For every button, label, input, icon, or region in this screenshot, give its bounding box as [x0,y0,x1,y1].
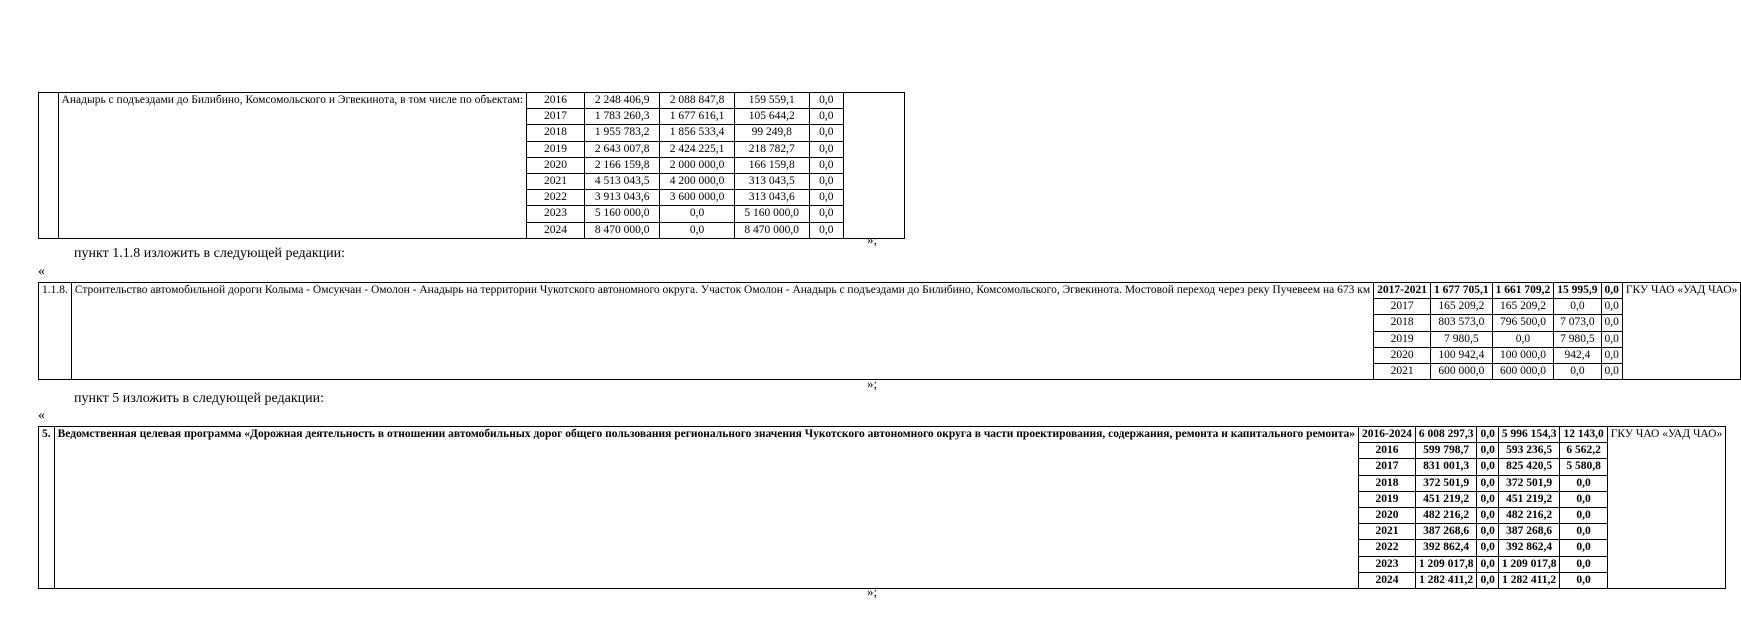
regional-cell: 5 160 000,0 [734,206,809,222]
table-row [39,283,1741,299]
other-cell: 12 143,0 [1560,427,1607,443]
index-cell [39,93,59,239]
regional-cell: 8 470 000,0 [734,222,809,238]
year-cell: 2024 [527,222,585,238]
other-cell: 0,0 [809,206,843,222]
regional-cell: 942,4 [1554,347,1601,363]
regional-cell: 218 782,7 [734,141,809,157]
other-cell: 0,0 [1560,507,1607,523]
year-cell: 2018 [1359,475,1416,491]
instruction-paragraph: пункт 5 изложить в следующей редакции: [74,391,324,406]
year-cell: 2018 [527,125,585,141]
federal-cell: 2 088 847,8 [660,93,734,109]
index-cell: 1.1.8. [39,283,72,380]
federal-cell: 0,0 [1477,443,1498,459]
regional-cell: 593 236,5 [1498,443,1560,459]
federal-cell: 0,0 [1477,475,1498,491]
federal-cell: 1 856 533,4 [660,125,734,141]
regional-cell: 0,0 [1554,299,1601,315]
federal-cell: 0,0 [1477,556,1498,572]
regional-cell: 166 159,8 [734,157,809,173]
total-cell: 1 783 260,3 [584,109,659,125]
other-cell: 0,0 [1560,556,1607,572]
regional-cell: 7 980,5 [1554,331,1601,347]
year-cell: 2023 [1359,556,1416,572]
federal-cell: 0,0 [1477,572,1498,588]
table-block-1 [38,92,905,239]
year-cell: 2021 [527,173,585,189]
other-cell: 0,0 [809,141,843,157]
regional-cell: 99 249,8 [734,125,809,141]
year-cell: 2016 [1359,443,1416,459]
year-cell: 2017-2021 [1374,283,1431,299]
description-cell: Строительство автомобильной дороги Колыма - Омсукчан - Омолон - Анадырь на территории Чукотского автономного округа. Участок Омолон - Анадырь с подъездами до Билибино, Комсомольского, Эгвекинота. Мостовой переход через реку Пучевеем на 673 км [71,283,1373,380]
federal-cell: 100 000,0 [1492,347,1554,363]
other-cell: 0,0 [1601,363,1622,379]
total-cell: 1 282 411,2 [1415,572,1477,588]
other-cell: 0,0 [1601,283,1622,299]
year-cell: 2023 [527,206,585,222]
total-cell: 600 000,0 [1431,363,1493,379]
other-cell: 0,0 [1560,475,1607,491]
regional-cell: 159 559,1 [734,93,809,109]
year-cell: 2019 [1374,331,1431,347]
regional-cell: 387 268,6 [1498,524,1560,540]
total-cell: 8 470 000,0 [584,222,659,238]
other-cell: 0,0 [809,109,843,125]
regional-cell: 105 644,2 [734,109,809,125]
organization-cell: ГКУ ЧАО «УАД ЧАО» [1607,427,1725,589]
opening-quote: « [38,264,45,279]
federal-cell: 2 424 225,1 [660,141,734,157]
description-cell: Анадырь с подъездами до Билибино, Комсомольского и Эгвекинота, в том числе по объектам: [58,93,527,239]
year-cell: 2019 [1359,491,1416,507]
regional-cell: 451 219,2 [1498,491,1560,507]
regional-cell: 482 216,2 [1498,507,1560,523]
other-cell: 0,0 [1560,540,1607,556]
other-cell: 0,0 [1601,347,1622,363]
total-cell: 100 942,4 [1431,347,1493,363]
year-cell: 2018 [1374,315,1431,331]
total-cell: 451 219,2 [1415,491,1477,507]
federal-cell: 2 000 000,0 [660,157,734,173]
regional-cell: 825 420,5 [1498,459,1560,475]
year-cell: 2020 [1374,347,1431,363]
table-row [39,93,905,109]
total-cell: 482 216,2 [1415,507,1477,523]
total-cell: 5 160 000,0 [584,206,659,222]
federal-cell: 0,0 [660,206,734,222]
year-cell: 2022 [527,190,585,206]
regional-cell: 5 996 154,3 [1498,427,1560,443]
federal-cell: 0,0 [1477,459,1498,475]
organization-cell [843,93,904,239]
federal-cell: 1 661 709,2 [1492,283,1554,299]
other-cell: 0,0 [809,125,843,141]
federal-cell: 0,0 [1477,491,1498,507]
other-cell: 5 580,8 [1560,459,1607,475]
federal-cell: 4 200 000,0 [660,173,734,189]
closing-quote: »; [867,376,878,391]
other-cell: 0,0 [1601,299,1622,315]
federal-cell: 796 500,0 [1492,315,1554,331]
year-cell: 2024 [1359,572,1416,588]
closing-quote: »; [867,584,878,599]
total-cell: 2 166 159,8 [584,157,659,173]
regional-cell: 313 043,5 [734,173,809,189]
year-cell: 2017 [1359,459,1416,475]
year-cell: 2022 [1359,540,1416,556]
opening-quote: « [38,408,45,423]
other-cell: 0,0 [809,222,843,238]
regional-cell: 7 073,0 [1554,315,1601,331]
total-cell: 165 209,2 [1431,299,1493,315]
year-cell: 2021 [1359,524,1416,540]
federal-cell: 165 209,2 [1492,299,1554,315]
other-cell: 0,0 [809,173,843,189]
federal-cell: 0,0 [660,222,734,238]
index-cell: 5. [39,427,55,589]
year-cell: 2017 [527,109,585,125]
regional-cell: 372 501,9 [1498,475,1560,491]
federal-cell: 0,0 [1477,524,1498,540]
other-cell: 6 562,2 [1560,443,1607,459]
total-cell: 3 913 043,6 [584,190,659,206]
total-cell: 7 980,5 [1431,331,1493,347]
table-row [39,427,1726,443]
instruction-paragraph: пункт 1.1.8 изложить в следующей редакции: [74,246,345,261]
total-cell: 372 501,9 [1415,475,1477,491]
total-cell: 387 268,6 [1415,524,1477,540]
total-cell: 6 008 297,3 [1415,427,1477,443]
total-cell: 803 573,0 [1431,315,1493,331]
table-block-3 [38,426,1726,589]
federal-cell: 3 600 000,0 [660,190,734,206]
description-cell: Ведомственная целевая программа «Дорожная деятельность в отношении автомобильных дорог общего пользования регионального значения Чукотского автономного округа в части проектирования, содержания, ремонта и капитального ремонта» [54,427,1358,589]
total-cell: 392 862,4 [1415,540,1477,556]
other-cell: 0,0 [1560,572,1607,588]
total-cell: 1 677 705,1 [1431,283,1493,299]
federal-cell: 600 000,0 [1492,363,1554,379]
total-cell: 1 209 017,8 [1415,556,1477,572]
closing-quote: »; [867,232,878,247]
other-cell: 0,0 [809,190,843,206]
total-cell: 2 248 406,9 [584,93,659,109]
year-cell: 2017 [1374,299,1431,315]
federal-cell: 0,0 [1477,427,1498,443]
regional-cell: 392 862,4 [1498,540,1560,556]
organization-cell: ГКУ ЧАО «УАД ЧАО» [1622,283,1740,380]
federal-cell: 0,0 [1477,540,1498,556]
regional-cell: 1 209 017,8 [1498,556,1560,572]
regional-cell: 313 043,6 [734,190,809,206]
other-cell: 0,0 [1560,491,1607,507]
federal-cell: 0,0 [1492,331,1554,347]
total-cell: 2 643 007,8 [584,141,659,157]
year-cell: 2016 [527,93,585,109]
other-cell: 0,0 [809,93,843,109]
year-cell: 2020 [527,157,585,173]
federal-cell: 1 677 616,1 [660,109,734,125]
year-cell: 2021 [1374,363,1431,379]
other-cell: 0,0 [1601,331,1622,347]
regional-cell: 0,0 [1554,363,1601,379]
other-cell: 0,0 [1560,524,1607,540]
table-block-2 [38,282,1741,380]
regional-cell: 15 995,9 [1554,283,1601,299]
year-cell: 2020 [1359,507,1416,523]
year-cell: 2016-2024 [1359,427,1416,443]
total-cell: 599 798,7 [1415,443,1477,459]
federal-cell: 0,0 [1477,507,1498,523]
other-cell: 0,0 [809,157,843,173]
total-cell: 1 955 783,2 [584,125,659,141]
other-cell: 0,0 [1601,315,1622,331]
regional-cell: 1 282 411,2 [1498,572,1560,588]
total-cell: 4 513 043,5 [584,173,659,189]
total-cell: 831 001,3 [1415,459,1477,475]
year-cell: 2019 [527,141,585,157]
